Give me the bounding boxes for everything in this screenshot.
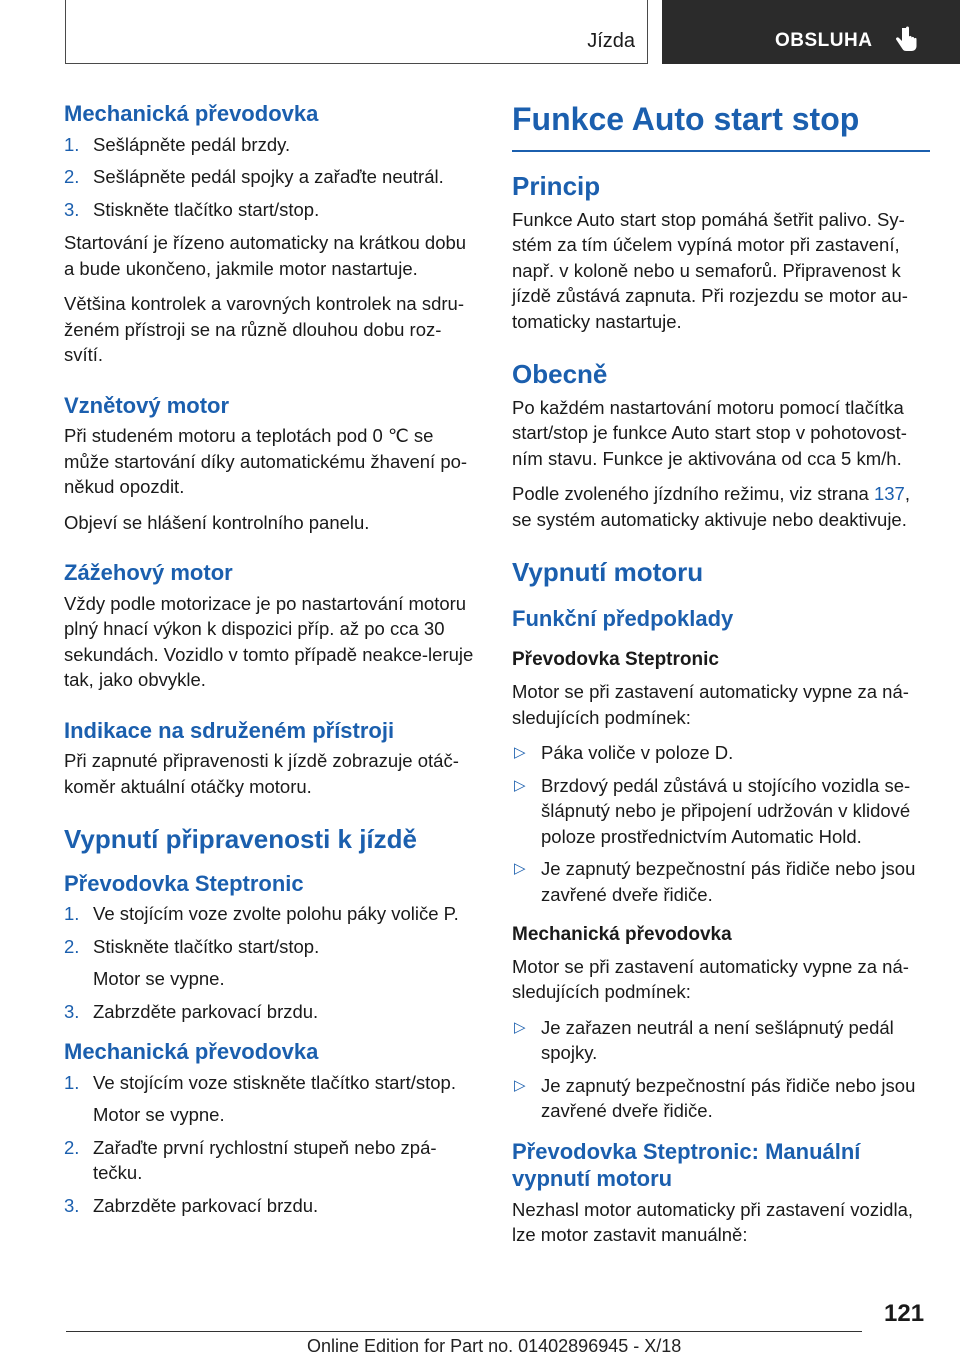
- header-chapter-label: OBSLUHA: [775, 30, 873, 51]
- list-item: ▷ Je zařazen neutrál a není sešlápnutý pedál spojky.: [514, 1016, 894, 1064]
- manual-start-steps: [64, 132, 479, 223]
- list-item: 1. Ve stojícím voze stiskněte tlačítko start/stop. Motor se vypne.: [64, 1071, 456, 1125]
- paragraph: Motor se při zastavení automaticky vypne za ná-sledujících podmínek:: [512, 681, 909, 728]
- list-item: ▷ Brzdový pedál zůstává u stojícího vozidla se-šlápnutý nebo je připojení udržován v klidové poloze prostřednictvím Automatic Hold.: [514, 774, 911, 847]
- manual-off-steps: [64, 1070, 479, 1219]
- general-heading: Obecně: [512, 359, 608, 390]
- list-item: 2. Zařaďte první rychlostní stupeň nebo zpá-tečku.: [64, 1136, 437, 1183]
- petrol-heading: Zážehový motor: [64, 560, 233, 585]
- header-section-tab: [65, 0, 648, 64]
- manual-engine-off-heading: Převodovka Steptronic: Manuální vypnutí motoru: [512, 1138, 861, 1192]
- list-item: 3. Zabrzděte parkovací brzdu.: [64, 1194, 319, 1216]
- list-item: ▷ Je zapnutý bezpečnostní pás řidiče nebo jsou zavřené dveře řidiče.: [514, 858, 916, 905]
- steptronic-heading: Převodovka Steptronic: [64, 870, 304, 896]
- page-reference-link[interactable]: 137: [873, 483, 905, 505]
- page-title: Funkce Auto start stop: [512, 101, 860, 137]
- paragraph: Nezhasl motor automaticky při zastavení vozidla, lze motor zastavit manuálně:: [512, 1198, 914, 1246]
- triangle-bullet-icon: ▷: [514, 776, 526, 794]
- paragraph: Při zapnuté připravenosti k jízdě zobrazuje otáč-koměr aktuální otáčky motoru.: [64, 750, 459, 797]
- header-section-label: Jízda: [587, 30, 635, 52]
- manual-label: Mechanická převodovka: [512, 924, 732, 946]
- cluster-heading: Indikace na sdruženém přístroji: [64, 717, 395, 743]
- paragraph: Motor se při zastavení automaticky vypne za ná-sledujících podmínek:: [512, 955, 909, 1003]
- list-item: ▷ Je zapnutý bezpečnostní pás řidiče nebo jsou zavřené dveře řidiče.: [514, 1074, 916, 1122]
- paragraph: Po každém nastartování motoru pomocí tlačítka start/stop je funkce Auto start stop v pohotovost-ním stavu. Funkce je aktivována od cca 5 km/h.: [512, 396, 907, 469]
- list-item: 2. Stiskněte tlačítko start/stop. Motor se vypne.: [64, 935, 320, 989]
- list-item: 3. Stiskněte tlačítko start/stop.: [64, 198, 320, 220]
- steptronic-label: Převodovka Steptronic: [512, 649, 719, 671]
- hand-pointer-icon: [893, 26, 919, 54]
- steptronic-steps: [64, 901, 479, 1024]
- list-item: 3. Zabrzděte parkovací brzdu.: [64, 1000, 319, 1022]
- footer-divider: [66, 1331, 862, 1332]
- list-item: 1. Sešlápněte pedál brzdy.: [64, 133, 291, 155]
- paragraph: Podle zvoleného jízdního režimu, viz strana 137, se systém automaticky aktivuje nebo deaktivuje.: [512, 483, 910, 530]
- page-number: 121: [884, 1300, 925, 1327]
- conditions-heading: Funkční předpoklady: [512, 605, 734, 631]
- right-column: [512, 100, 930, 1258]
- footer-text: Online Edition for Part no. 01402896945 - X/18: [307, 1336, 682, 1356]
- engine-off-heading: Vypnutí motoru: [512, 557, 704, 588]
- triangle-bullet-icon: ▷: [514, 1018, 526, 1036]
- triangle-bullet-icon: ▷: [514, 1076, 526, 1094]
- steptronic-conditions: [512, 740, 930, 907]
- manual-conditions: [512, 1015, 930, 1124]
- manual-off-heading: Mechanická převodovka: [64, 1039, 319, 1064]
- list-item: 1. Ve stojícím voze zvolte polohu páky voliče P.: [64, 903, 459, 924]
- list-item: 2. Sešlápněte pedál spojky a zařaďte neutrál.: [64, 166, 444, 187]
- drive-ready-off-heading: Vypnutí připravenosti k jízdě: [64, 824, 417, 854]
- left-column: [64, 100, 479, 1226]
- triangle-bullet-icon: ▷: [514, 744, 526, 762]
- diesel-heading: Vznětový motor: [64, 392, 230, 418]
- paragraph: Při studeném motoru a teplotách pod 0 ℃ se může startování díky automatickému žhavení po-někud opozdit.: [64, 425, 468, 497]
- list-item: ▷ Páka voliče v poloze D.: [512, 740, 930, 766]
- manual-start-heading: Mechanická převodovka: [64, 101, 319, 126]
- paragraph: Většina kontrolek a varovných kontrolek na sdru-ženém přístroji se na různě dlouhou dobu roz-svítí.: [64, 293, 465, 365]
- principle-heading: Princip: [512, 171, 601, 202]
- paragraph: Funkce Auto start stop pomáhá šetřit palivo. Sy-stém za tím účelem vypíná motor při zastavení, např. v koloně nebo u semaforů. Připravenost k jízdě zůstává zapnuta. Při rozjezdu se motor au-tomaticky nastartuje.: [512, 208, 908, 332]
- paragraph: Startování je řízeno automaticky na krátkou dobu a bude ukončeno, jakmile motor nastartuje.: [64, 232, 467, 279]
- paragraph: Objeví se hlášení kontrolního panelu.: [64, 511, 370, 533]
- paragraph: Vždy podle motorizace je po nastartování motoru plný hnací výkon k dispozici příp. až po cca 30 sekundách. Vozidlo v tomto případě neakce-leruje tak, jako obvykle.: [64, 592, 474, 690]
- title-divider: [512, 150, 930, 152]
- triangle-bullet-icon: ▷: [514, 860, 526, 878]
